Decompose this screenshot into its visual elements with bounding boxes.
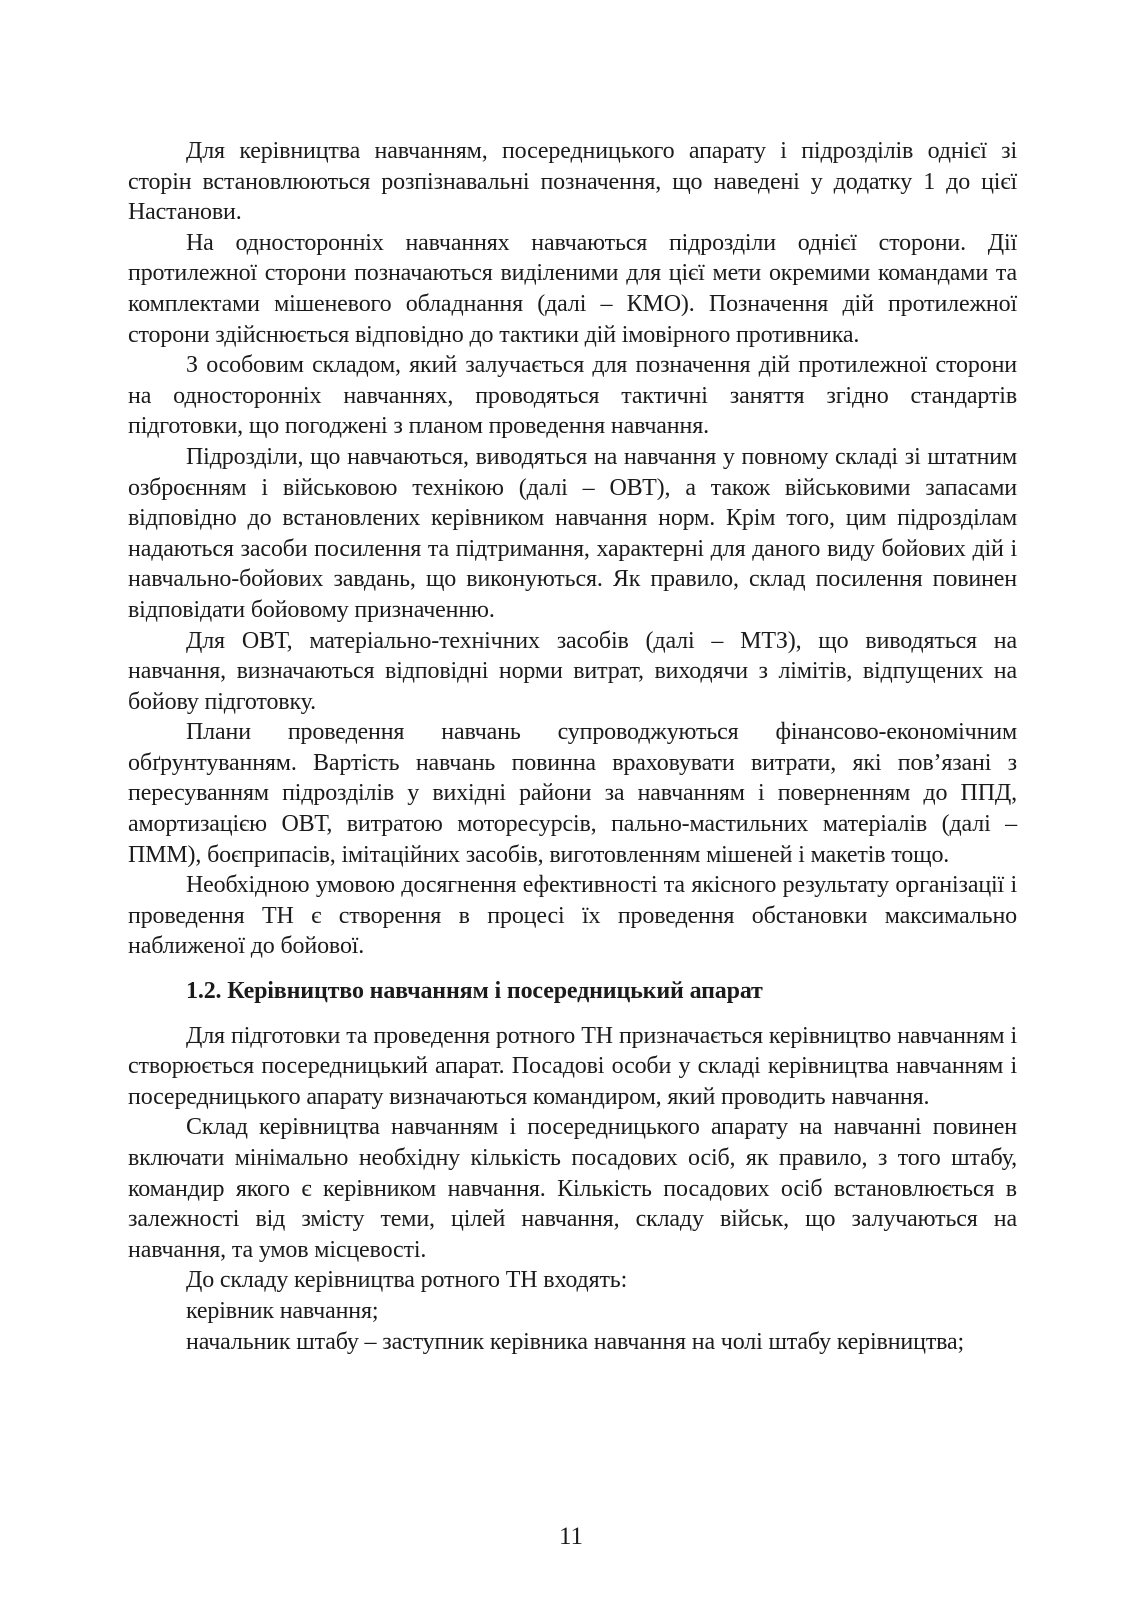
text-block <box>128 136 1017 1357</box>
body-paragraph: Плани проведення навчань супроводжуються фінансово-економічним обґрунтуванням. Вартість навчань повинна враховувати витрати, які пов’язані з пересуванням підрозділів у вихідні райони за навчанням і поверненням до ППД, амортизацією ОВТ, витратою моторесурсів, пально-мастильних матеріалів (далі – ПММ), боєприпасів, імітаційних засобів, виготовленням мішеней і макетів тощо. <box>128 719 1017 868</box>
list-item-line: керівник навчання; <box>186 1297 379 1324</box>
body-paragraph: Для ОВТ, матеріально-технічних засобів (далі – МТЗ), що виводяться на навчання, визначаються відповідні норми витрат, виходячи з лімітів, відпущених на бойову підготовку. <box>128 627 1017 715</box>
body-paragraph: Для підготовки та проведення ротного ТН призначається керівництво навчанням і створюється посередницький апарат. Посадові особи у складі керівництва навчанням і посередницького апарату визначаються командиром, який проводить навчання. <box>128 1022 1017 1110</box>
list-intro-line: До складу керівництва ротного ТН входять: <box>186 1267 628 1294</box>
body-paragraph: Необхідною умовою досягнення ефективності та якісного результату організації і проведення ТН є створення в процесі їх проведення обстановки максимально наближеної до бойової. <box>128 872 1017 960</box>
page-number: 11 <box>558 1523 584 1550</box>
list-item-line: начальник штабу – заступник керівника навчання на чолі штабу керівництва; <box>186 1328 965 1355</box>
section-heading: 1.2. Керівництво навчанням і посередницький апарат <box>186 978 763 1005</box>
body-paragraph: Для керівництва навчанням, посередницького апарату і підрозділів однієї зі сторін встановлюються розпізнавальні позначення, що наведені у додатку 1 до цієї Настанови. <box>128 138 1017 226</box>
body-paragraph: З особовим складом, який залучається для позначення дій протилежної сторони на односторонніх навчаннях, проводяться тактичні заняття згідно стандартів підготовки, що погоджені з планом проведення навчання. <box>128 352 1017 440</box>
body-paragraph: На односторонніх навчаннях навчаються підрозділи однієї сторони. Дії протилежної сторони позначаються виділеними для цієї мети окремими командами та комплектами мішеневого обладнання (далі – КМО). Позначення дій протилежної сторони здійснюється відповідно до тактики дій імовірного противника. <box>128 229 1017 348</box>
body-paragraph: Склад керівництва навчанням і посередницького апарату на навчанні повинен включати мінімально необхідну кількість посадових осіб, як правило, з того штабу, командир якого є керівником навчання. Кількість посадових осіб встановлюється в залежності від змісту теми, цілей навчання, складу військ, що залучаються на навчання, та умов місцевості. <box>128 1114 1017 1263</box>
body-paragraph: Підрозділи, що навчаються, виводяться на навчання у повному складі зі штатним озброєнням і військовою технікою (далі – ОВТ), а також військовими запасами відповідно до встановлених керівником навчання норм. Крім того, цим підрозділам надаються засоби посилення та підтримання, характерні для даного виду бойових дій і навчально-бойових завдань, що виконуються. Як правило, склад посилення повинен відповідати бойовому призначенню. <box>128 443 1017 623</box>
